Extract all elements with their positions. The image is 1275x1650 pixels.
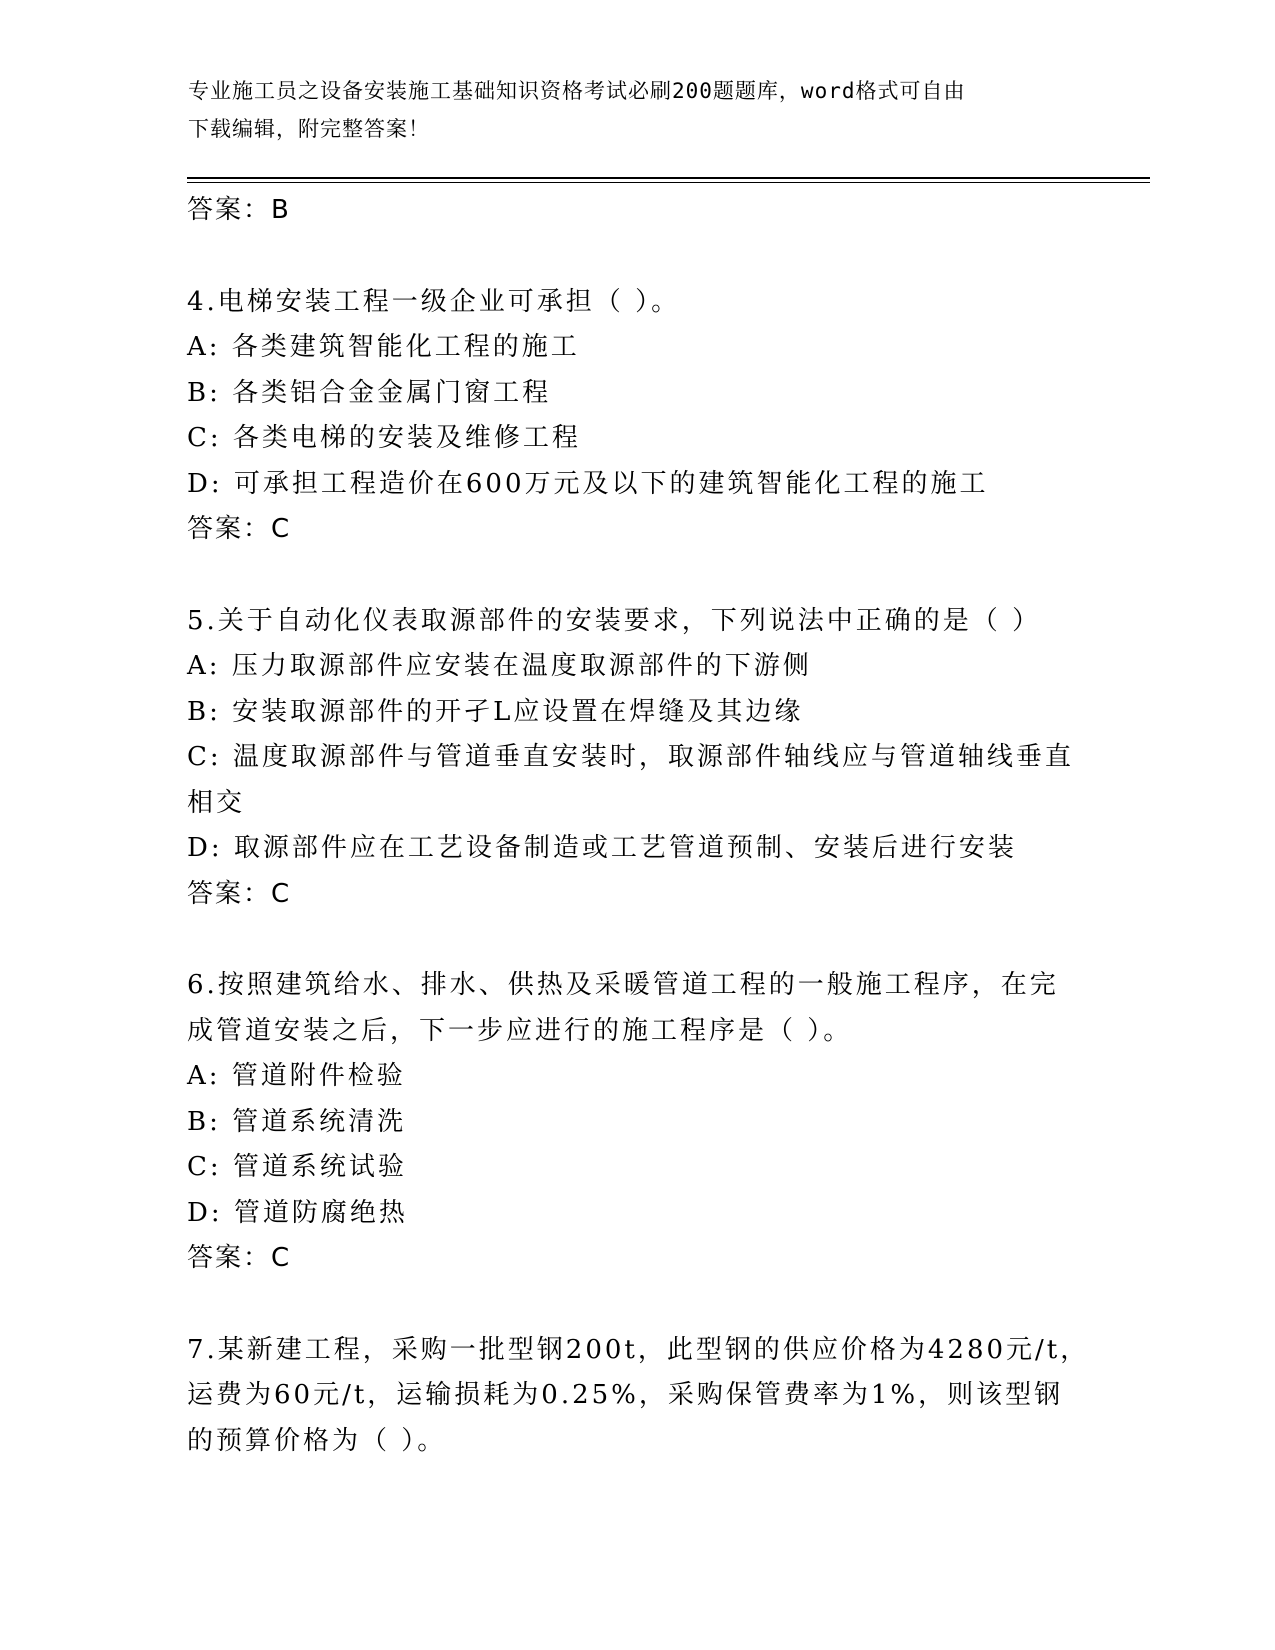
answer-line: 答案：C bbox=[187, 514, 292, 544]
answer-line: 答案：C bbox=[187, 1243, 292, 1273]
option-b: B: 管道系统清洗 bbox=[187, 1106, 407, 1137]
option-c: C: 温度取源部件与管道垂直安装时，取源部件轴线应与管道轴线垂直 bbox=[187, 742, 1074, 772]
header-rule-thick bbox=[187, 177, 1150, 179]
option-b: B: 安装取源部件的开孑L应设置在焊缝及其边缘 bbox=[187, 696, 804, 727]
spacer bbox=[187, 1282, 1087, 1328]
question-block bbox=[187, 963, 1087, 1282]
option-c-continued: 相交 bbox=[187, 787, 246, 818]
previous-answer: 答案：B bbox=[187, 195, 291, 225]
option-d: D: 可承担工程造价在600万元及以下的建筑智能化工程的施工 bbox=[187, 468, 989, 499]
question-block bbox=[187, 599, 1087, 918]
spacer bbox=[187, 917, 1087, 963]
option-a: A: 压力取源部件应安装在温度取源部件的下游侧 bbox=[187, 651, 812, 681]
header-rule-thin bbox=[187, 182, 1150, 183]
option-b: B: 各类铝合金金属门窗工程 bbox=[187, 377, 552, 408]
question-text: 7.某新建工程，采购一批型钢200t，此型钢的供应价格为4280元/t， bbox=[187, 1334, 1090, 1365]
option-c: C: 管道系统试验 bbox=[187, 1152, 407, 1182]
question-text: 5.关于自动化仪表取源部件的安装要求，下列说法中正确的是（ ） bbox=[187, 605, 1042, 636]
question-list bbox=[187, 188, 1090, 1464]
question-text-continued: 的预算价格为（ ）。 bbox=[187, 1425, 447, 1456]
spacer bbox=[187, 553, 1087, 599]
header-line-1: 专业施工员之设备安装施工基础知识资格考试必刷200题题库，word格式可自由 bbox=[188, 79, 966, 103]
question-text-continued: 成管道安装之后，下一步应进行的施工程序是（ ）。 bbox=[187, 1015, 853, 1046]
question-text: 4.电梯安装工程一级企业可承担（ ）。 bbox=[187, 286, 681, 317]
option-d: D: 管道防腐绝热 bbox=[187, 1197, 408, 1228]
question-block bbox=[187, 1328, 1090, 1465]
question-block bbox=[187, 280, 1087, 553]
spacer bbox=[187, 234, 1087, 280]
page-header bbox=[188, 72, 1068, 148]
answer-line: 答案：C bbox=[187, 878, 292, 909]
option-c: C: 各类电梯的安装及维修工程 bbox=[187, 423, 581, 453]
option-a: A: 管道附件检验 bbox=[187, 1061, 406, 1091]
option-d: D: 取源部件应在工艺设备制造或工艺管道预制、安装后进行安装 bbox=[187, 833, 1017, 863]
header-line-2: 下载编辑，附完整答案！ bbox=[188, 117, 430, 141]
question-text-continued: 运费为60元/t，运输损耗为0.25%，采购保管费率为1%，则该型钢 bbox=[187, 1380, 1064, 1410]
option-a: A: 各类建筑智能化工程的施工 bbox=[187, 332, 580, 362]
question-text: 6.按照建筑给水、排水、供热及采暖管道工程的一般施工程序，在完 bbox=[187, 970, 1059, 1000]
